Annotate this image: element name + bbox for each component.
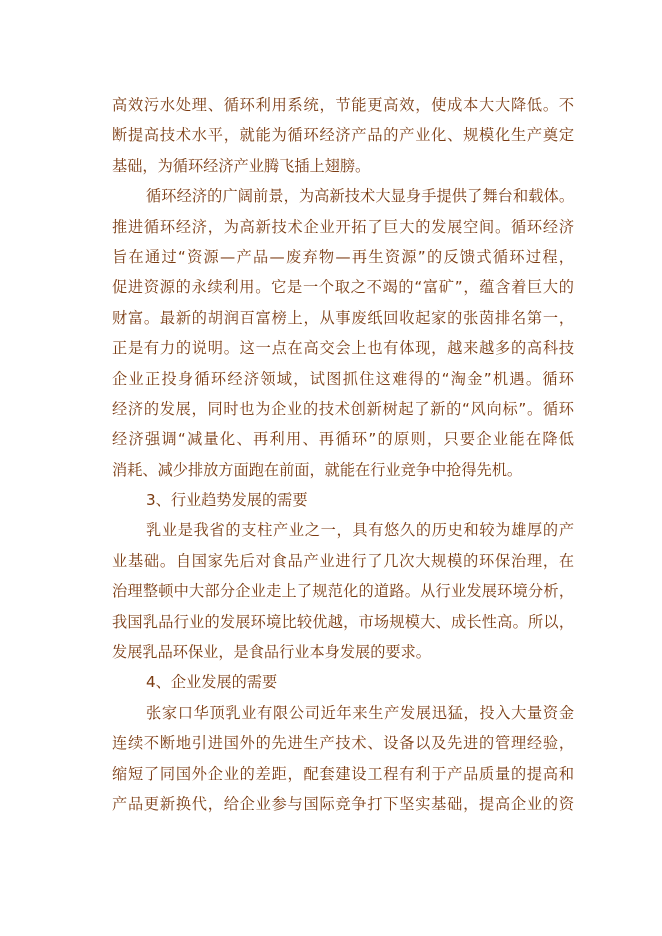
paragraph-line: 缩短了同国外企业的差距，配套建设工程有利于产品质量的提高和 <box>112 764 574 783</box>
paragraph-line: 消耗、减少排放方面跑在前面，就能在行业竞争中抢得先机。 <box>112 460 523 479</box>
section-heading: 3、行业趋势发展的需要 <box>146 491 308 510</box>
paragraph-line: 循环经济的广阔前景，为高新技术大显身手提供了舞台和载体。 <box>146 187 574 206</box>
paragraph-line: 经济强调“减量化、再利用、再循环”的原则，只要企业能在降低 <box>112 430 574 449</box>
paragraph-line: 基础，为循环经济产业腾飞插上翅膀。 <box>112 156 371 175</box>
document-page <box>112 90 574 819</box>
paragraph-line: 断提高技术水平，就能为循环经济产品的产业化、规模化生产奠定 <box>112 126 574 145</box>
paragraph-line: 高效污水处理、循环利用系统，节能更高效，使成本大大降低。不 <box>112 96 574 114</box>
section-heading: 4、企业发展的需要 <box>146 673 278 692</box>
paragraph-line: 促进资源的永续利用。它是一个取之不竭的“富矿”，蕴含着巨大的 <box>112 278 574 297</box>
paragraph-line: 经济的发展，同时也为企业的技术创新树起了新的“风向标”。循环 <box>112 399 574 418</box>
paragraph-line: 财富。最新的胡润百富榜上，从事废纸回收起家的张茵排名第一， <box>112 308 574 327</box>
paragraph-line: 旨在通过“资源—产品—废弃物—再生资源”的反馈式循环过程， <box>112 247 574 266</box>
paragraph-line: 业基础。自国家先后对食品产业进行了几次大规模的环保治理，在 <box>112 551 574 570</box>
paragraph-line: 我国乳品行业的发展环境比较优越，市场规模大、成长性高。所以， <box>112 612 574 631</box>
paragraph-line: 治理整顿中大部分企业走上了规范化的道路。从行业发展环境分析， <box>112 582 574 601</box>
paragraph-line: 连续不断地引进国外的先进生产技术、设备以及先进的管理经验， <box>112 734 574 753</box>
paragraph-line: 推进循环经济，为高新技术企业开拓了巨大的发展空间。循环经济 <box>112 217 574 236</box>
paragraph-line: 企业正投身循环经济领域，试图抓住这难得的“淘金”机遇。循环 <box>112 369 574 388</box>
paragraph-line: 发展乳品环保业，是食品行业本身发展的要求。 <box>112 643 431 662</box>
paragraph-line: 产品更新换代，给企业参与国际竞争打下坚实基础，提高企业的资 <box>112 794 574 813</box>
paragraph-line: 正是有力的说明。这一点在高交会上也有体现，越来越多的高科技 <box>112 339 574 358</box>
paragraph-line: 乳业是我省的支柱产业之一，具有悠久的历史和较为雄厚的产 <box>146 521 574 540</box>
paragraph-line: 张家口华顶乳业有限公司近年来生产发展迅猛，投入大量资金 <box>146 703 574 722</box>
